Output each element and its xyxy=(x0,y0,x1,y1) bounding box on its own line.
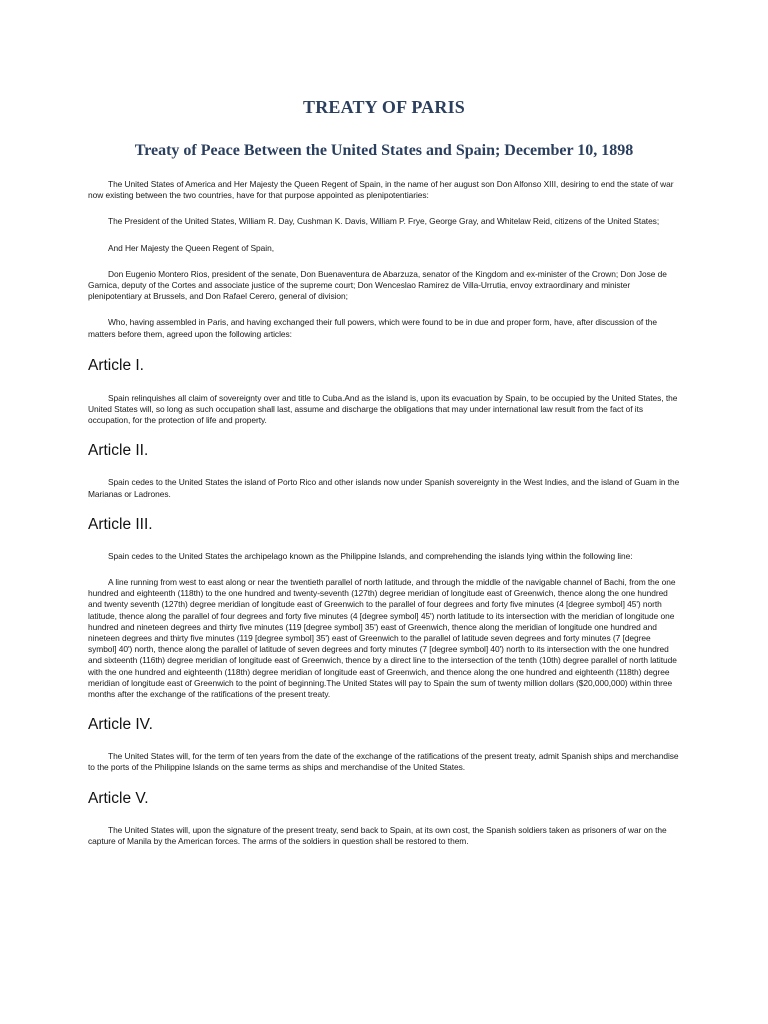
preamble-paragraph: The United States of America and Her Majesty the Queen Regent of Spain, in the name of her august son Don Alfonso XIII, desiring to end the state of war now existing between the two countries, have for that purpose appointed as plenipotentiaries: xyxy=(88,179,674,201)
document-subtitle: Treaty of Peace Between the United States and Spain; December 10, 1898 xyxy=(134,142,634,159)
queen-regent-paragraph: And Her Majesty the Queen Regent of Spain, xyxy=(108,242,274,253)
spain-plenipotentiaries-paragraph: Don Eugenio Montero Rios, president of the senate, Don Buenaventura de Abarzuza, senator of the Kingdom and ex-minister of the Crown; Don Jose de Garnica, deputy of the Cortes and associate justice of the supreme court; Don Wenceslao Ramirez de Villa-Urrutia, envoy extraordinary and minister plenipotentiary at Brussels, and Don Rafael Cerero, general of division; xyxy=(88,268,667,302)
article-3-heading: Article III. xyxy=(88,515,153,533)
article-4-heading: Article IV. xyxy=(88,716,153,734)
article-5-heading: Article V. xyxy=(88,789,149,807)
article-1-paragraph: Spain relinquishes all claim of sovereignty over and title to Cuba.And as the island is, upon its evacuation by Spain, to be occupied by the United States, the United States will, so long as such occupation shall last, assume and discharge the obligations that may under international law result from the fact of its occupation, for the protection of life and property. xyxy=(88,392,678,426)
article-3-paragraph-1: Spain cedes to the United States the archipelago known as the Philippine Islands, and comprehending the islands lying within the following line: xyxy=(108,550,633,561)
us-plenipotentiaries-paragraph: The President of the United States, William R. Day, Cushman K. Davis, William P. Frye, George Gray, and Whitelaw Reid, citizens of the United States; xyxy=(108,216,660,227)
document-title: TREATY OF PARIS xyxy=(302,97,465,117)
article-2-heading: Article II. xyxy=(88,442,149,460)
article-1-heading: Article I. xyxy=(88,356,144,374)
assembled-paragraph: Who, having assembled in Paris, and having exchanged their full powers, which were found to be in due and proper form, have, after discussion of the matters before them, agreed upon the following articles: xyxy=(88,317,657,339)
article-5-paragraph: The United States will, upon the signature of the present treaty, send back to Spain, at its own cost, the Spanish soldiers taken as prisoners of war on the capture of Manila by the American forces. The arms of the soldiers in question shall be restored to them. xyxy=(88,824,667,846)
article-4-paragraph: The United States will, for the term of ten years from the date of the exchange of the ratifications of the present treaty, admit Spanish ships and merchandise to the ports of the Philippine Islands on the same terms as ships and merchandise of the United States. xyxy=(88,751,679,773)
article-3-paragraph-2: A line running from west to east along or near the twentieth parallel of north latitude, and through the middle of the navigable channel of Bachi, from the one hundred and eighteenth (118th) to the one hundred and twenty-seventh (127th) degree meridian of longitude east of Greenwich, thence along the one hundred and twenty seventh (127th) degree meridian of longitude east of Greenwich to the parallel of four degrees and forty five minutes (4 [degree symbol] 45') north latitude, thence along the parallel of four degrees and forty five minutes (4 [degree symbol] 45') north latitude to its intersection with the meridian of longitude one hundred and nineteen degrees and thirty five minutes (119 [degree symbol] 35') east of Greenwich, thence along the meridian of longitude one hundred and nineteen degrees and thirty five minutes (119 [degree symbol] 35') east of Greenwich to the parallel of latitude seven degrees and forty minutes (7 [degree symbol] 40') north, thence along the parallel of latitude of seven degrees and forty minutes (7 [degree symbol] 40') north to its intersection with the one hundred and sixteenth (116th) degree meridian of longitude east of Greenwich, thence by a direct line to the intersection of the tenth (10th) degree parallel of north latitude with the one hundred and eighteenth (118th) degree meridian of longitude east of Greenwich, and thence along the one hundred and eighteenth (118th) degree meridian of longitude east of Greenwich to the point of beginning.The United States will pay to Spain the sum of twenty million dollars ($20,000,000) within three months after the exchange of the ratifications of the present treaty. xyxy=(88,577,677,700)
article-2-paragraph: Spain cedes to the United States the island of Porto Rico and other islands now under Spanish sovereignty in the West Indies, and the island of Guam in the Marianas or Ladrones. xyxy=(88,477,680,499)
